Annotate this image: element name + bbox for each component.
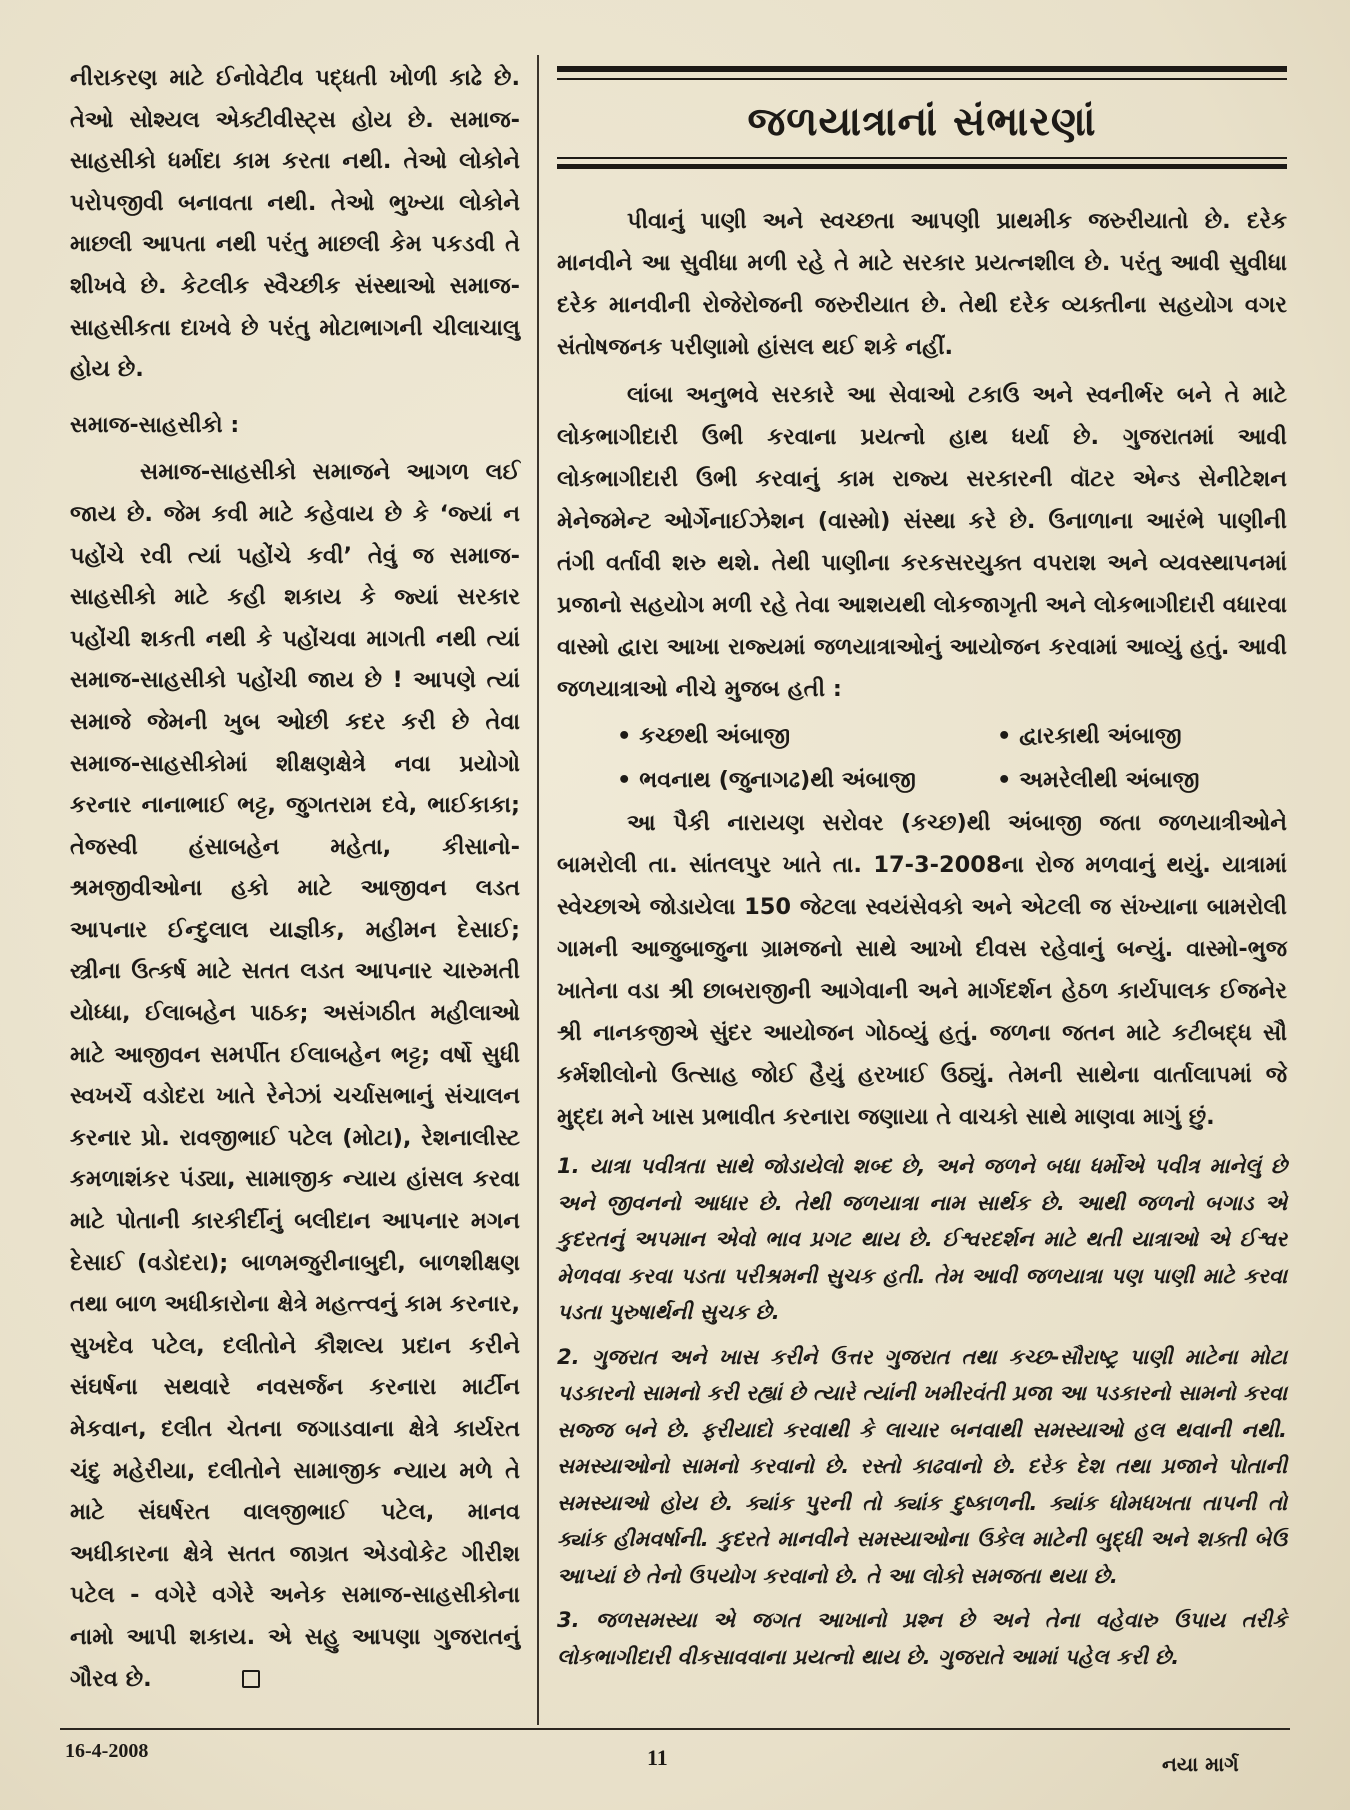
article-paragraph-2: લાંબા અનુભવે સરકારે આ સેવાઓ ટકાઉ અને સ્વનીર્ભર બને તે માટે લોકભાગીદારી ઉભી કરવાના પ્રયત્નો હાથ ધર્યા છે. ગુજરાતમાં આવી લોકભાગીદારી ઉભી કરવાનું કામ રાજ્ય સરકારની વૉટર એન્ડ સેનીટેશન મેનેજમેન્ટ ઓર્ગેનાઈઝેશન (વાસ્મો) સંસ્થા કરે છે. ઉનાળાના આરંભે પાણીની તંગી વર્તાવી શરુ થશે. તેથી પાણીના કરકસરયુક્ત વપરાશ અને વ્યવસ્થાપનમાં પ્રજાનો સહયોગ મળી રહે તેવા આશયથી લોકજાગૃતી અને લોકભાગીદારી વધારવા વાસ્મો દ્વારા આખા રાજ્યમાં જળયાત્રાઓનું આયોજન કરવામાં આવ્યું હતું. આવી જળયાત્રાઓ નીચે મુજબ હતી : [557,382,1287,702]
end-mark-icon [242,1670,260,1688]
title-rule-bottom-thin [557,157,1287,159]
list-item: • દ્વારકાથી અંબાજી [997,723,1182,749]
left-intro-paragraph: નીરાકરણ માટે ઈનોવેટીવ પદ્ધતી ખોળી કાઢે છે. તેઓ સોશ્યલ એક્ટીવીસ્ટ્સ હોય છે. સમાજ-સાહસીકો ધર્માદા કામ કરતા નથી. તેઓ લોકોને પરોપજીવી બનાવતા નથી. તેઓ ભુખ્યા લોકોને માછલી આપતા નથી પરંતુ માછલી કેમ પકડવી તે શીખવે છે. કેટલીક સ્વૈચ્છીક સંસ્થાઓ સમાજ-સાહસીકતા દાખવે છે પરંતુ મોટાભાગની ચીલાચાલુ હોય છે. [70,65,520,383]
right-column [557,200,1287,1683]
article-paragraph-1: પીવાનું પાણી અને સ્વચ્છતા આપણી પ્રાથમીક જરુરીયાતો છે. દરેક માનવીને આ સુવીધા મળી રહે તે માટે સરકાર પ્રયત્નશીલ છે. પરંતુ આવી સુવીધા દરેક માનવીની રોજેરોજની જરુરીયાત છે. તેથી દરેક વ્યક્તીના સહયોગ વગર સંતોષજનક પરીણામો હાંસલ થઈ શકે નહીં. [557,208,1287,360]
left-column [70,58,520,1700]
magazine-name: નયા માર્ગ [1162,1752,1239,1776]
title-rule-bottom [557,164,1287,169]
yatra-route-list [557,714,1287,802]
key-points [557,1148,1287,1675]
article-title: જળયાત્રાનાં સંભારણાં [747,98,1097,145]
list-item: • કચ્છથી અંબાજી [617,723,791,749]
left-body-text: સમાજ-સાહસીકો સમાજને આગળ લઈ જાય છે. જેમ કવી માટે કહેવાય છે કે ‘જ્યાં ન પહોંચે રવી ત્યાં પહોંચે કવી’ તેવું જ સમાજ-સાહસીકો માટે કહી શકાય કે જ્યાં સરકાર પહોંચી શકતી નથી કે પહોંચવા માગતી નથી ત્યાં સમાજ-સાહસીકો પહોંચી જાય છે ! આપણે ત્યાં સમાજે જેમની ખુબ ઓછી કદર કરી છે તેવા સમાજ-સાહસીકોમાં શીક્ષણક્ષેત્રે નવા પ્રયોગો કરનાર નાનાભાઈ ભટ્ટ, જુગતરામ દવે, ભાઈકાકા; તેજસ્વી હંસાબહેન મહેતા, કીસાનો-શ્રમજીવીઓના હકો માટે આજીવન લડત આપનાર ઈન્દુલાલ યાજ્ઞીક, મહીમન દેસાઈ; સ્ત્રીના ઉત્કર્ષ માટે સતત લડત આપનાર ચારુમતી યોધ્ધા, ઈલાબહેન પાઠક; અસંગઠીત મહીલાઓ માટે આજીવન સમર્પીત ઈલાબહેન ભટ્ટ; વર્ષો સુધી સ્વખર્ચે વડોદરા ખાતે રેનેઝાં ચર્ચાસભાનું સંચાલન કરનાર પ્રો. રાવજીભાઈ પટેલ (મોટા), રેશનાલીસ્ટ કમળાશંકર પંડ્યા, સામાજીક ન્યાય હાંસલ કરવા માટે પોતાની કારકીર્દીનું બલીદાન આપનાર મગન દેસાઈ (વડોદરા); બાળમજુરીનાબુદી, બાળશીક્ષણ તથા બાળ અધીકારોના ક્ષેત્રે મહત્ત્વનું કામ કરનાર, સુખદેવ પટેલ, દલીતોને કૌશલ્ય પ્રદાન કરીને સંઘર્ષના સથવારે નવસર્જન કરનારા માર્ટીન મેકવાન, દલીત ચેતના જગાડવાના ક્ષેત્રે કાર્યરત ચંદુ મહેરીયા, દલીતોને સામાજીક ન્યાય મળે તે માટે સંઘર્ષરત વાલજીભાઈ પટેલ, માનવ અધીકારના ક્ષેત્રે સતત જાગ્રત એડવોકેટ ગીરીશ પટેલ - વગેરે વગેરે અનેક સમાજ-સાહસીકોના નામો આપી શકાય. એ સહુ આપણા ગુજરાતનું ગૌરવ છે. [70,459,520,1692]
page-number: 11 [647,1745,668,1770]
column-divider [537,55,539,1725]
footer-date: 16-4-2008 [65,1740,149,1762]
footer-divider [60,1728,1290,1730]
title-rule-top [557,66,1287,72]
article-title-block [557,66,1287,169]
list-item: • ભવનાથ (જુનાગઢ)થી અંબાજી [617,767,916,793]
article-paragraph-3: આ પૈકી નારાયણ સરોવર (કચ્છ)થી અંબાજી જતા જળયાત્રીઓને બામરોલી તા. સાંતલપુર ખાતે તા. 17-3-2008ના રોજ મળવાનું થયું. યાત્રામાં સ્વેચ્છાએ જોડાયેલા 150 જેટલા સ્વયંસેવકો અને એટલી જ સંખ્યાના બામરોલી ગામની આજુબાજુના ગ્રામજનો સાથે આખો દીવસ રહેવાનું બન્યું. વાસ્મો-ભુજ ખાતેના વડા શ્રી છાબરાજીની આગેવાની અને માર્ગદર્શન હેઠળ કાર્યપાલક ઈજનેર શ્રી નાનકજીએ સુંદર આયોજન ગોઠવ્યું હતું. જળના જતન માટે કટીબદ્ધ સૌ કર્મશીલોનો ઉત્સાહ જોઈ હૈયું હરખાઈ ઉઠ્યું. તેમની સાથેના વાર્તાલાપમાં જે મુદ્દા મને ખાસ પ્રભાવીત કરનારા જણાયા તે વાચકો સાથે માણવા માગું છું. [557,810,1287,1130]
key-point-3: 3. જળસમસ્યા એ જગત આખાનો પ્રશ્ન છે અને તેના વહેવારુ ઉપાય તરીકે લોકભાગીદારી વીકસાવવાના પ્રયત્નો થાય છે. ગુજરાતે આમાં પહેલ કરી છે. [557,1608,1287,1669]
section-subheading: સમાજ-સાહસીકો : [70,412,240,438]
list-item: • અમરેલીથી અંબાજી [997,767,1200,793]
key-point-2: 2. ગુજરાત અને ખાસ કરીને ઉત્તર ગુજરાત તથા કચ્છ-સૌરાષ્ટ્ર પાણી માટેના મોટા પડકારનો સામનો કરી રહ્યાં છે ત્યારે ત્યાંની ખમીરવંતી પ્રજા આ પડકારનો સામનો કરવા સજ્જ બને છે. ફરીયાદો કરવાથી કે લાચાર બનવાથી સમસ્યાઓ હલ થવાની નથી. સમસ્યાઓનો સામનો કરવાનો છે. રસ્તો કાઢવાનો છે. દરેક દેશ તથા પ્રજાને પોતાની સમસ્યાઓ હોય છે. ક્યાંક પુરની તો ક્યાંક દુષ્કાળની. ક્યાંક ધોમધખતા તાપની તો ક્યાંક હીમવર્ષાની. કુદરતે માનવીને સમસ્યાઓના ઉકેલ માટેની બુદ્ધી અને શક્તી બેઉ આપ્યાં છે તેનો ઉપયોગ કરવાનો છે. તે આ લોકો સમજતા થયા છે. [557,1344,1287,1588]
title-rule-top-thin [557,78,1287,80]
left-body-paragraph [70,452,520,1700]
key-point-1: 1. યાત્રા પવીત્રતા સાથે જોડાયેલો શબ્દ છે, અને જળને બધા ધર્મોએ પવીત્ર માનેલું છે અને જીવનનો આધાર છે. તેથી જળયાત્રા નામ સાર્થક છે. આથી જળનો બગાડ એ કુદરતનું અપમાન એવો ભાવ પ્રગટ થાય છે. ઈશ્વરદર્શન માટે થતી યાત્રાઓ એ ઈશ્વર મેળવવા કરવા પડતા પરીશ્રમની સુચક હતી. તેમ આવી જળયાત્રા પણ પાણી માટે કરવા પડતા પુરુષાર્થની સુચક છે. [557,1154,1287,1324]
